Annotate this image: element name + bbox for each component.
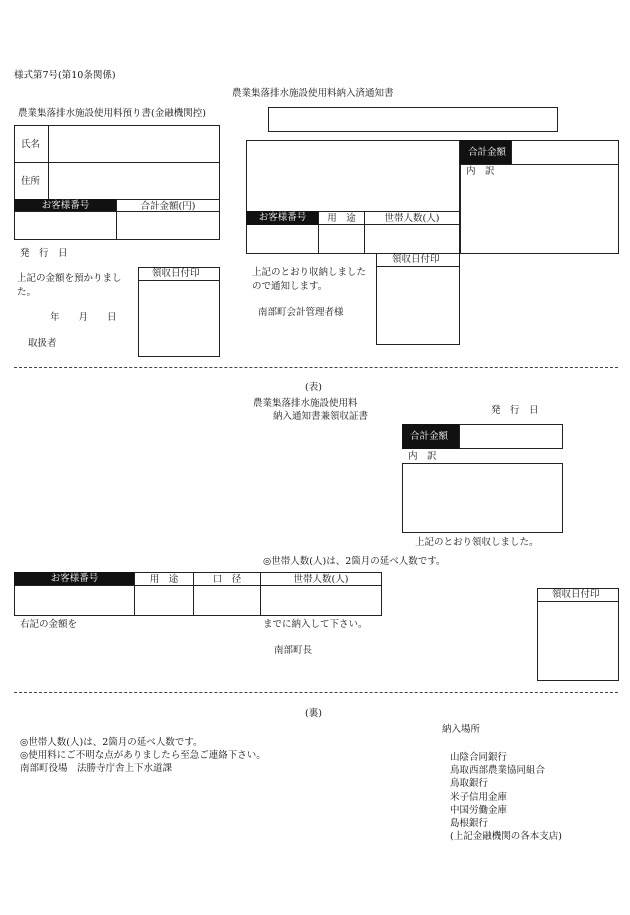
payment-place-label: 納入場所 (442, 724, 481, 735)
household-field-middle[interactable] (260, 585, 382, 616)
paid-notice-text: 上記のとおり収納しましたので通知します。 (252, 267, 367, 292)
bank-item: 中国労働金庫 (450, 804, 508, 816)
cut-line-1 (14, 367, 618, 368)
bank-item: 鳥取銀行 (450, 778, 489, 790)
breakdown-box-middle (402, 463, 563, 533)
front-side-label: (表) (305, 382, 322, 393)
deposit-text: 上記の金額を預かりました。 (17, 273, 122, 298)
issue-date-label-middle: 発 行 日 (491, 405, 539, 416)
total-yen-header: 合計金額(円) (116, 199, 220, 212)
back-note-2: ◎使用料にご不明な点がありましたら至急ご連絡下さい。 (20, 750, 266, 761)
address-label: 住所 (21, 176, 41, 187)
bank-item: 米子信用金庫 (450, 791, 508, 803)
addressee-box (246, 140, 460, 254)
back-note-1: ◎世帯人数(人)は、2箇月の延べ人数です。 (20, 737, 203, 748)
diameter-field-middle[interactable] (193, 585, 261, 616)
bank-item: 島根銀行 (450, 818, 489, 830)
amount-right-text: 右記の金額を (20, 619, 78, 630)
addressee-text: 南部町会計管理者様 (258, 307, 344, 318)
bank-item: 山陰合同銀行 (450, 752, 508, 763)
notice-title: 農業集落排水施設使用料納入済通知書 (232, 88, 394, 99)
receipt-stamp-label-left: 領収日付印 (152, 268, 200, 279)
deadline-text: までに納入して下さい。 (263, 619, 368, 630)
use-field-middle[interactable] (134, 585, 194, 616)
received-text: 上記のとおり領収しました。 (415, 537, 539, 548)
customer-number-field-middle[interactable] (14, 585, 135, 616)
office-text: 南部町役場 法勝寺庁舎上下水道課 (20, 763, 173, 774)
household-note-middle: ◎世帯人数(人)は、2箇月の延べ人数です。 (263, 556, 446, 567)
issue-date-label: 発 行 日 (20, 248, 68, 259)
receipt-title-line1: 農業集落排水施設使用料 (253, 398, 358, 409)
date-label: 年 月 日 (50, 312, 117, 323)
breakdown-label-right: 内 訳 (466, 166, 495, 177)
household-header-right: 世帯人数(人) (364, 211, 460, 225)
address-field[interactable] (49, 163, 219, 200)
name-label: 氏名 (21, 139, 41, 150)
cut-line-2 (14, 692, 618, 693)
total-header-right: 合計金額 (460, 140, 512, 165)
diameter-header-middle: 口 径 (193, 572, 261, 586)
use-header-middle: 用 途 (134, 572, 194, 586)
breakdown-box-right (460, 164, 619, 254)
receipt-title-line2: 納入通知書兼領収証書 (273, 411, 369, 422)
form-code: 様式第7号(第10条関係) (14, 70, 116, 81)
deposit-slip-title: 農業集落排水施設使用料預り書(金融機関控) (18, 108, 206, 119)
total-yen-field[interactable] (116, 211, 220, 240)
household-header-middle: 世帯人数(人) (260, 572, 382, 586)
customer-number-header: お客様番号 (14, 199, 117, 212)
name-field[interactable] (49, 126, 219, 161)
bank-item: 鳥取西部農業協同組合 (450, 765, 546, 777)
total-header-middle: 合計金額 (402, 424, 460, 449)
bank-list (450, 751, 562, 843)
customer-number-header-middle: お客様番号 (14, 572, 135, 586)
back-side-label: (裏) (305, 708, 322, 719)
use-header-right: 用 途 (318, 211, 365, 225)
total-field-middle[interactable] (459, 424, 563, 449)
bank-item: (上記金融機関の各本支店) (450, 831, 562, 843)
customer-number-field[interactable] (14, 211, 117, 240)
handler-label: 取扱者 (28, 338, 57, 349)
total-field-right[interactable] (511, 140, 619, 165)
mayor-text: 南部町長 (274, 645, 313, 656)
receipt-stamp-label-middle: 領収日付印 (552, 589, 600, 600)
customer-number-header-right: お客様番号 (246, 211, 319, 225)
address-window-box (268, 107, 558, 132)
breakdown-label-middle: 内 訳 (408, 451, 437, 462)
receipt-stamp-label-right: 領収日付印 (392, 254, 440, 265)
